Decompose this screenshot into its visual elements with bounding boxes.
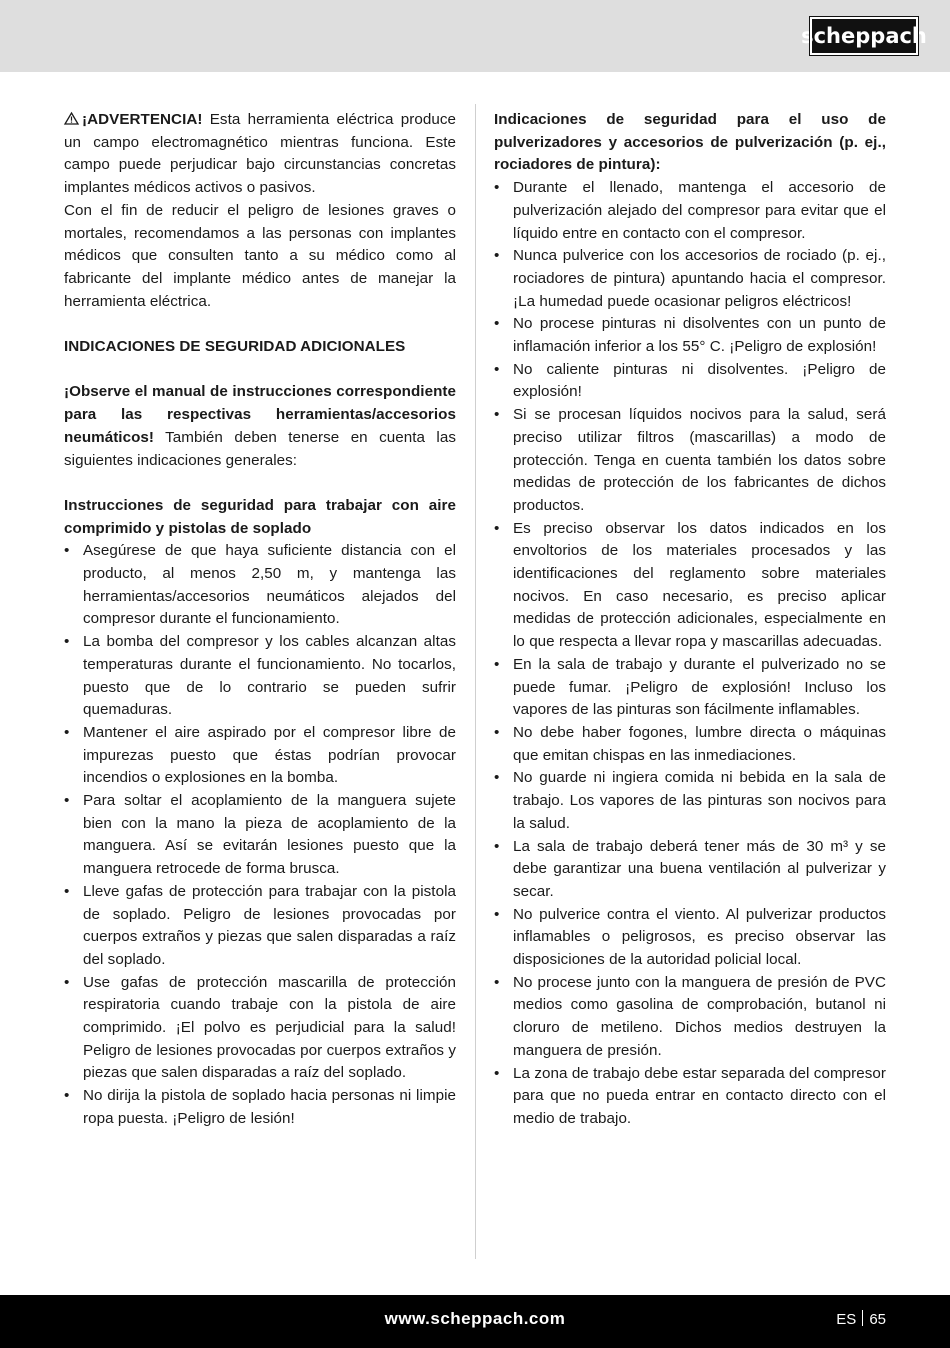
warning-label: ¡ADVERTENCIA!	[82, 111, 203, 128]
warning-triangle-icon	[64, 112, 79, 125]
list-item: • No caliente pinturas ni disolventes. ¡Peligro de explosión!	[494, 359, 886, 404]
implant-paragraph: Con el fin de reducir el peligro de lesiones graves o mortales, recomendamos a las personas con implantes médicos que consulten tanto a su médico como al fabricante del implante médico antes de manejar la herramienta eléctrica.	[64, 201, 456, 310]
scheppach-logo	[801, 17, 927, 55]
column-divider	[475, 104, 476, 1259]
svg-text:scheppach: scheppach	[801, 24, 927, 48]
list-item: • Para soltar el acoplamiento de la manguera sujete bien con la mano la pieza de acoplamiento de la manguera. Así se evitarán lesiones puesto que la manguera retrocede de forma brusca.	[64, 790, 456, 881]
list-item: • La bomba del compresor y los cables alcanzan altas temperaturas durante el funcionamiento. No tocarlos, puesto que de lo contrario se pueden sufrir quemaduras.	[64, 631, 456, 722]
website-link[interactable]: www.scheppach.com	[384, 1309, 566, 1328]
warning-paragraph	[64, 109, 456, 200]
list-item: • No pulverice contra el viento. Al pulverizar productos inflamables o peligrosos, es preciso observar las disposiciones de la autoridad policial local.	[494, 904, 886, 972]
air-bullet-list	[64, 540, 456, 1130]
page-number	[836, 1310, 886, 1328]
list-item: • No procese pinturas ni disolventes con un punto de inflamación inferior a los 55° C. ¡Peligro de explosión!	[494, 313, 886, 358]
page-number-value: 65	[869, 1311, 886, 1328]
list-item: • No dirija la pistola de soplado hacia personas ni limpie ropa puesta. ¡Peligro de lesión!	[64, 1085, 456, 1130]
left-column	[64, 109, 456, 1131]
spray-heading: Indicaciones de seguridad para el uso de pulverizadores y accesorios de pulverización (p. ej., rociadores de pintura):	[494, 111, 886, 174]
list-item: • Lleve gafas de protección para trabajar con la pistola de soplado. Peligro de lesiones provocadas por cuerpos extraños y piezas que salen disparadas a raíz del soplado.	[64, 881, 456, 972]
list-item: • Nunca pulverice con los accesorios de rociado (p. ej., rociadores de pintura) apuntando hacia el compresor. ¡La humedad puede ocasionar peligros eléctricos!	[494, 245, 886, 313]
list-item: • No debe haber fogones, lumbre directa o máquinas que emitan chispas en las inmediaciones.	[494, 722, 886, 767]
footer-separator	[862, 1310, 863, 1326]
air-heading: Instrucciones de seguridad para trabajar con aire comprimido y pistolas de soplado	[64, 496, 456, 537]
warning-text: Esta herramienta eléctrica produce un campo electromagnético mientras funciona. Este campo puede perjudicar bajo circunstancias concretas implantes médicos activos o pasivos.	[64, 111, 456, 197]
list-item: • En la sala de trabajo y durante el pulverizado no se puede fumar. ¡Peligro de explosión! Incluso los vapores de las pinturas son fácilmente inflamables.	[494, 654, 886, 722]
section-heading: INDICACIONES DE SEGURIDAD ADICIONALES	[64, 338, 406, 356]
list-item: • Use gafas de protección mascarilla de protección respiratoria cuando trabaje con la pistola de aire comprimido. ¡El polvo es perjudicial para la salud! Peligro de lesiones provocadas por cuerpos extraños y piezas que salen disparadas a raíz del soplado.	[64, 972, 456, 1086]
observe-text: También deben tenerse en cuenta las siguientes indicaciones generales:	[64, 428, 456, 469]
page-header	[0, 0, 950, 72]
list-item: • Asegúrese de que haya suficiente distancia con el producto, al menos 2,50 m, y mantenga las herramientas/accesorios neumáticos alejados del compresor durante el funcionamiento.	[64, 540, 456, 631]
right-column	[494, 109, 886, 1131]
logo-wordmark	[801, 19, 927, 53]
list-item: • Si se procesan líquidos nocivos para la salud, será preciso utilizar filtros (mascarillas) a modo de protección. Tenga en cuenta también los datos sobre medidas de protección de los fabricantes de dichos productos.	[494, 404, 886, 518]
page-footer	[0, 1295, 950, 1348]
list-item: • Mantener el aire aspirado por el compresor libre de impurezas puesto que éstas podrían provocar incendios o explosiones en la bomba.	[64, 722, 456, 790]
list-item: • Durante el llenado, mantenga el accesorio de pulverización alejado del compresor para evitar que el líquido entre en contacto con el compresor.	[494, 177, 886, 245]
list-item: • La sala de trabajo deberá tener más de 30 m³ y se debe garantizar una buena ventilación al pulverizar y secar.	[494, 836, 886, 904]
spray-bullet-list	[494, 177, 886, 1131]
list-item: • La zona de trabajo debe estar separada del compresor para que no pueda entrar en contacto directo con el medio de trabajo.	[494, 1063, 886, 1131]
list-item: • No procese junto con la manguera de presión de PVC medios como gasolina de comprobación, butanol ni cloruro de metileno. Dichos medios destruyen la manguera de presión.	[494, 972, 886, 1063]
observe-paragraph	[64, 381, 456, 472]
language-code: ES	[836, 1311, 857, 1328]
list-item: • Es preciso observar los datos indicados en los envoltorios de los materiales procesados y las identificaciones del reglamento sobre materiales nocivos. En caso necesario, es preciso aplicar medidas de protección adicionales, especialmente en lo que respecta a llevar ropa y mascarillas adecuadas.	[494, 518, 886, 654]
list-item: • No guarde ni ingiera comida ni bebida en la sala de trabajo. Los vapores de las pinturas son nocivos para la salud.	[494, 767, 886, 835]
observe-bold: ¡Observe el manual de instrucciones correspondiente para las respectivas herramientas/accesorios neumáticos!	[64, 383, 456, 446]
